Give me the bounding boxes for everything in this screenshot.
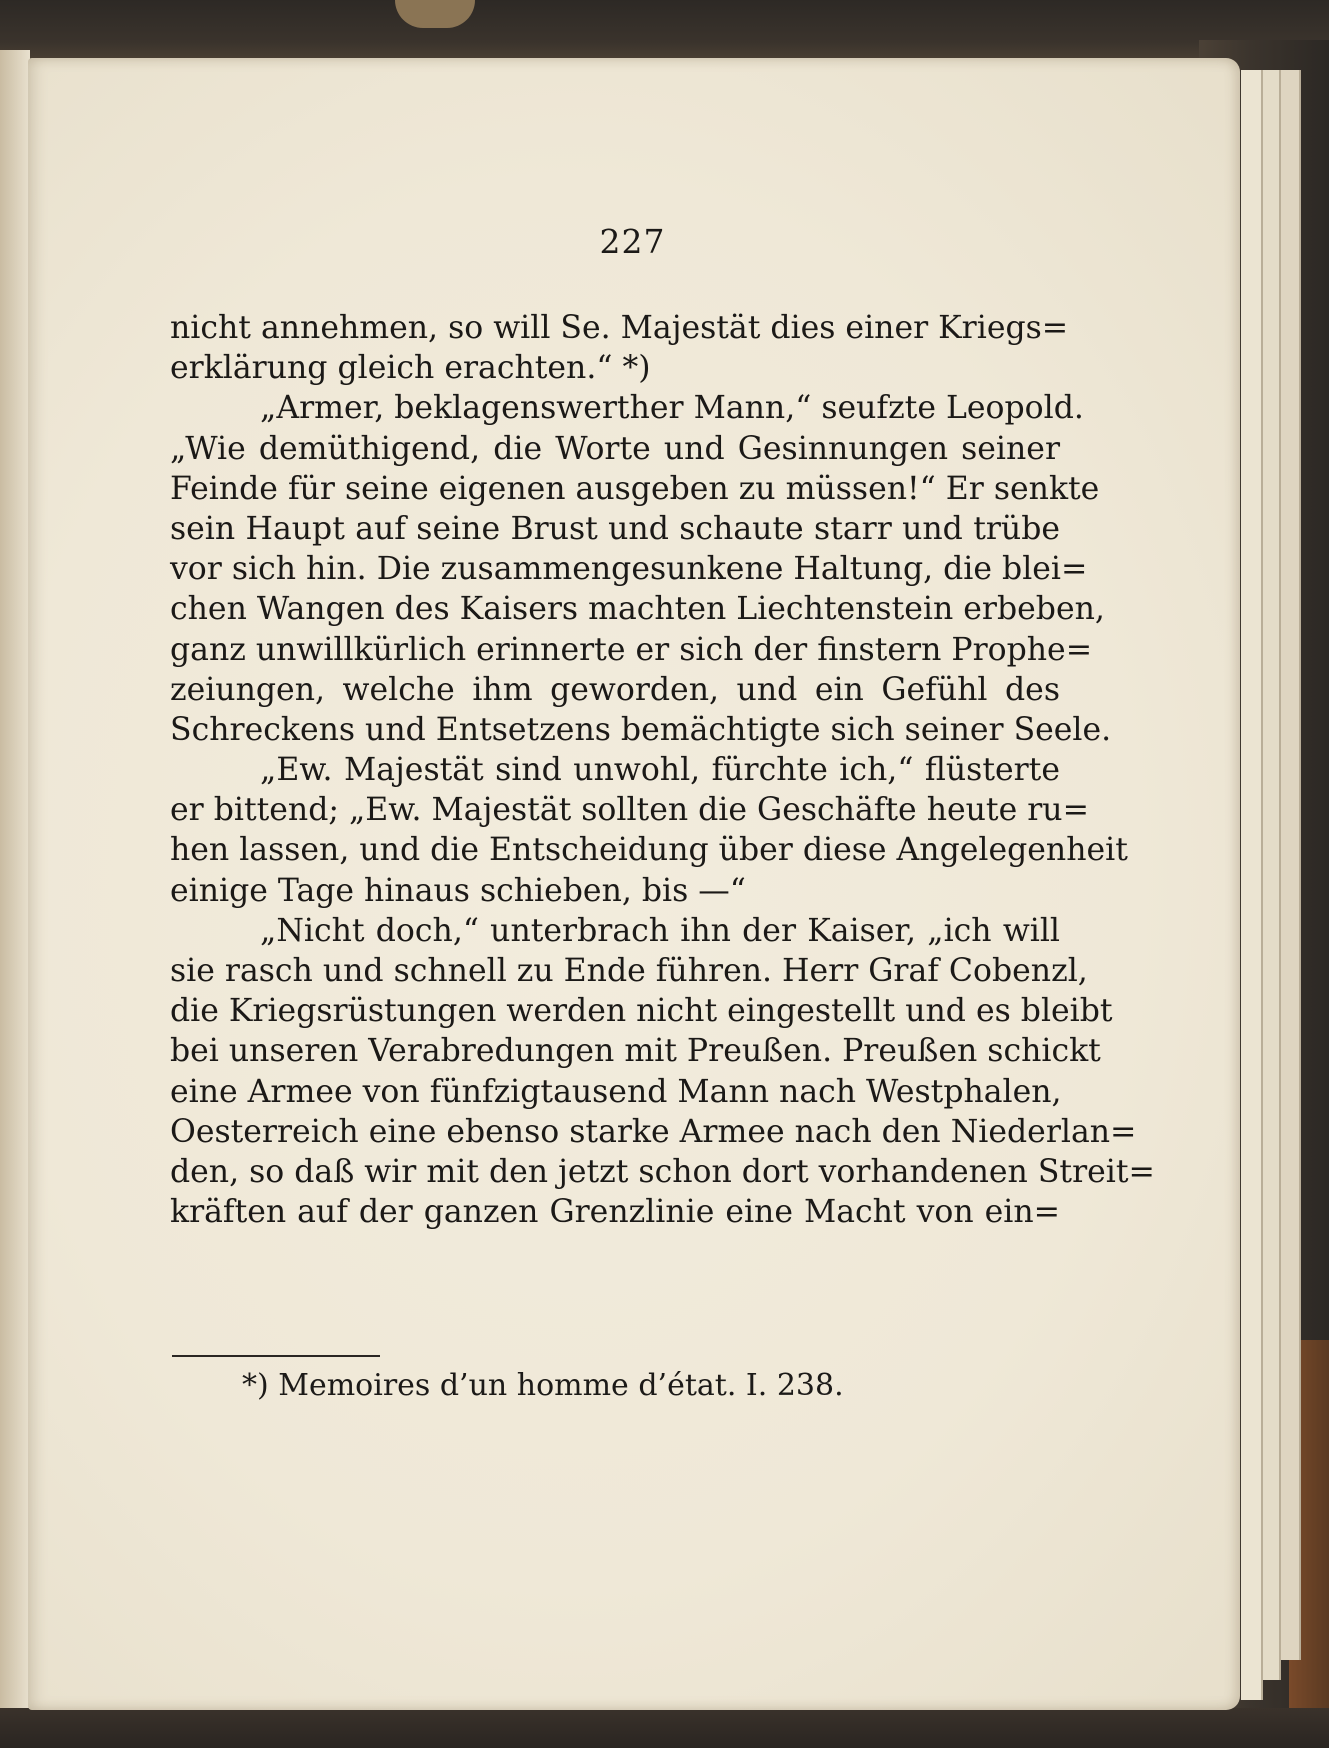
text-line: erklärung gleich erachten.“ *) bbox=[170, 350, 651, 387]
page-edge bbox=[1241, 70, 1263, 1700]
footnote-divider bbox=[172, 1355, 380, 1357]
text-line: „Wie demüthigend, die Worte und Gesinnungen seiner bbox=[170, 430, 1060, 467]
text-line: zeiungen, welche ihm geworden, und ein Gefühl des bbox=[170, 671, 1060, 708]
previous-page-edge bbox=[0, 50, 30, 1748]
text-line: sie rasch und schnell zu Ende führen. Herr Graf Cobenzl, bbox=[170, 953, 1088, 989]
page-number: 227 bbox=[599, 222, 666, 261]
text-line: bei unseren Verabredungen mit Preußen. Preußen schickt bbox=[170, 1033, 1101, 1070]
text-line: den, so daß wir mit den jetzt schon dort vorhandenen Streit= bbox=[170, 1153, 1155, 1190]
text-line: kräften auf der ganzen Grenzlinie eine Macht von ein= bbox=[170, 1194, 1060, 1231]
text-line: sein Haupt auf seine Brust und schaute starr und trübe bbox=[170, 510, 1060, 547]
body-text bbox=[170, 308, 1155, 1232]
text-line: die Kriegsrüstungen werden nicht eingestellt und es bleibt bbox=[170, 993, 1113, 1030]
footnote: *) Memoires d’un homme d’état. I. 238. bbox=[242, 1368, 844, 1403]
page-edge bbox=[1279, 70, 1301, 1660]
text-line: nicht annehmen, so will Se. Majestät dies einer Kriegs= bbox=[170, 310, 1069, 346]
text-line: Schreckens und Entsetzens bemächtigte sich seiner Seele. bbox=[170, 711, 1112, 748]
text-line: „Ew. Majestät sind unwohl, fürchte ich,“ flüsterte bbox=[260, 752, 1060, 789]
text-line: ganz unwillkürlich erinnerte er sich der finstern Prophe= bbox=[170, 631, 1093, 668]
text-line: eine Armee von fünfzigtausend Mann nach Westphalen, bbox=[170, 1073, 1062, 1110]
text-line: hen lassen, und die Entscheidung über diese Angelegenheit bbox=[170, 832, 1128, 869]
book-cover-bottom bbox=[0, 1708, 1329, 1748]
book-cover-top bbox=[0, 0, 1329, 60]
text-line: einige Tage hinaus schieben, bis —“ bbox=[170, 872, 746, 909]
text-line: vor sich hin. Die zusammengesunkene Haltung, die blei= bbox=[170, 551, 1088, 588]
text-line: chen Wangen des Kaisers machten Liechtenstein erbeben, bbox=[170, 591, 1105, 628]
text-line: Oesterreich eine ebenso starke Armee nach den Niederlan= bbox=[170, 1113, 1137, 1150]
text-line: „Nicht doch,“ unterbrach ihn der Kaiser, „ich will bbox=[260, 912, 1060, 949]
text-line: „Armer, beklagenswerther Mann,“ seufzte Leopold. bbox=[260, 390, 1084, 427]
text-line: Feinde für seine eigenen ausgeben zu müssen!“ Er senkte bbox=[170, 470, 1100, 507]
text-line: er bittend; „Ew. Majestät sollten die Geschäfte heute ru= bbox=[170, 792, 1089, 829]
